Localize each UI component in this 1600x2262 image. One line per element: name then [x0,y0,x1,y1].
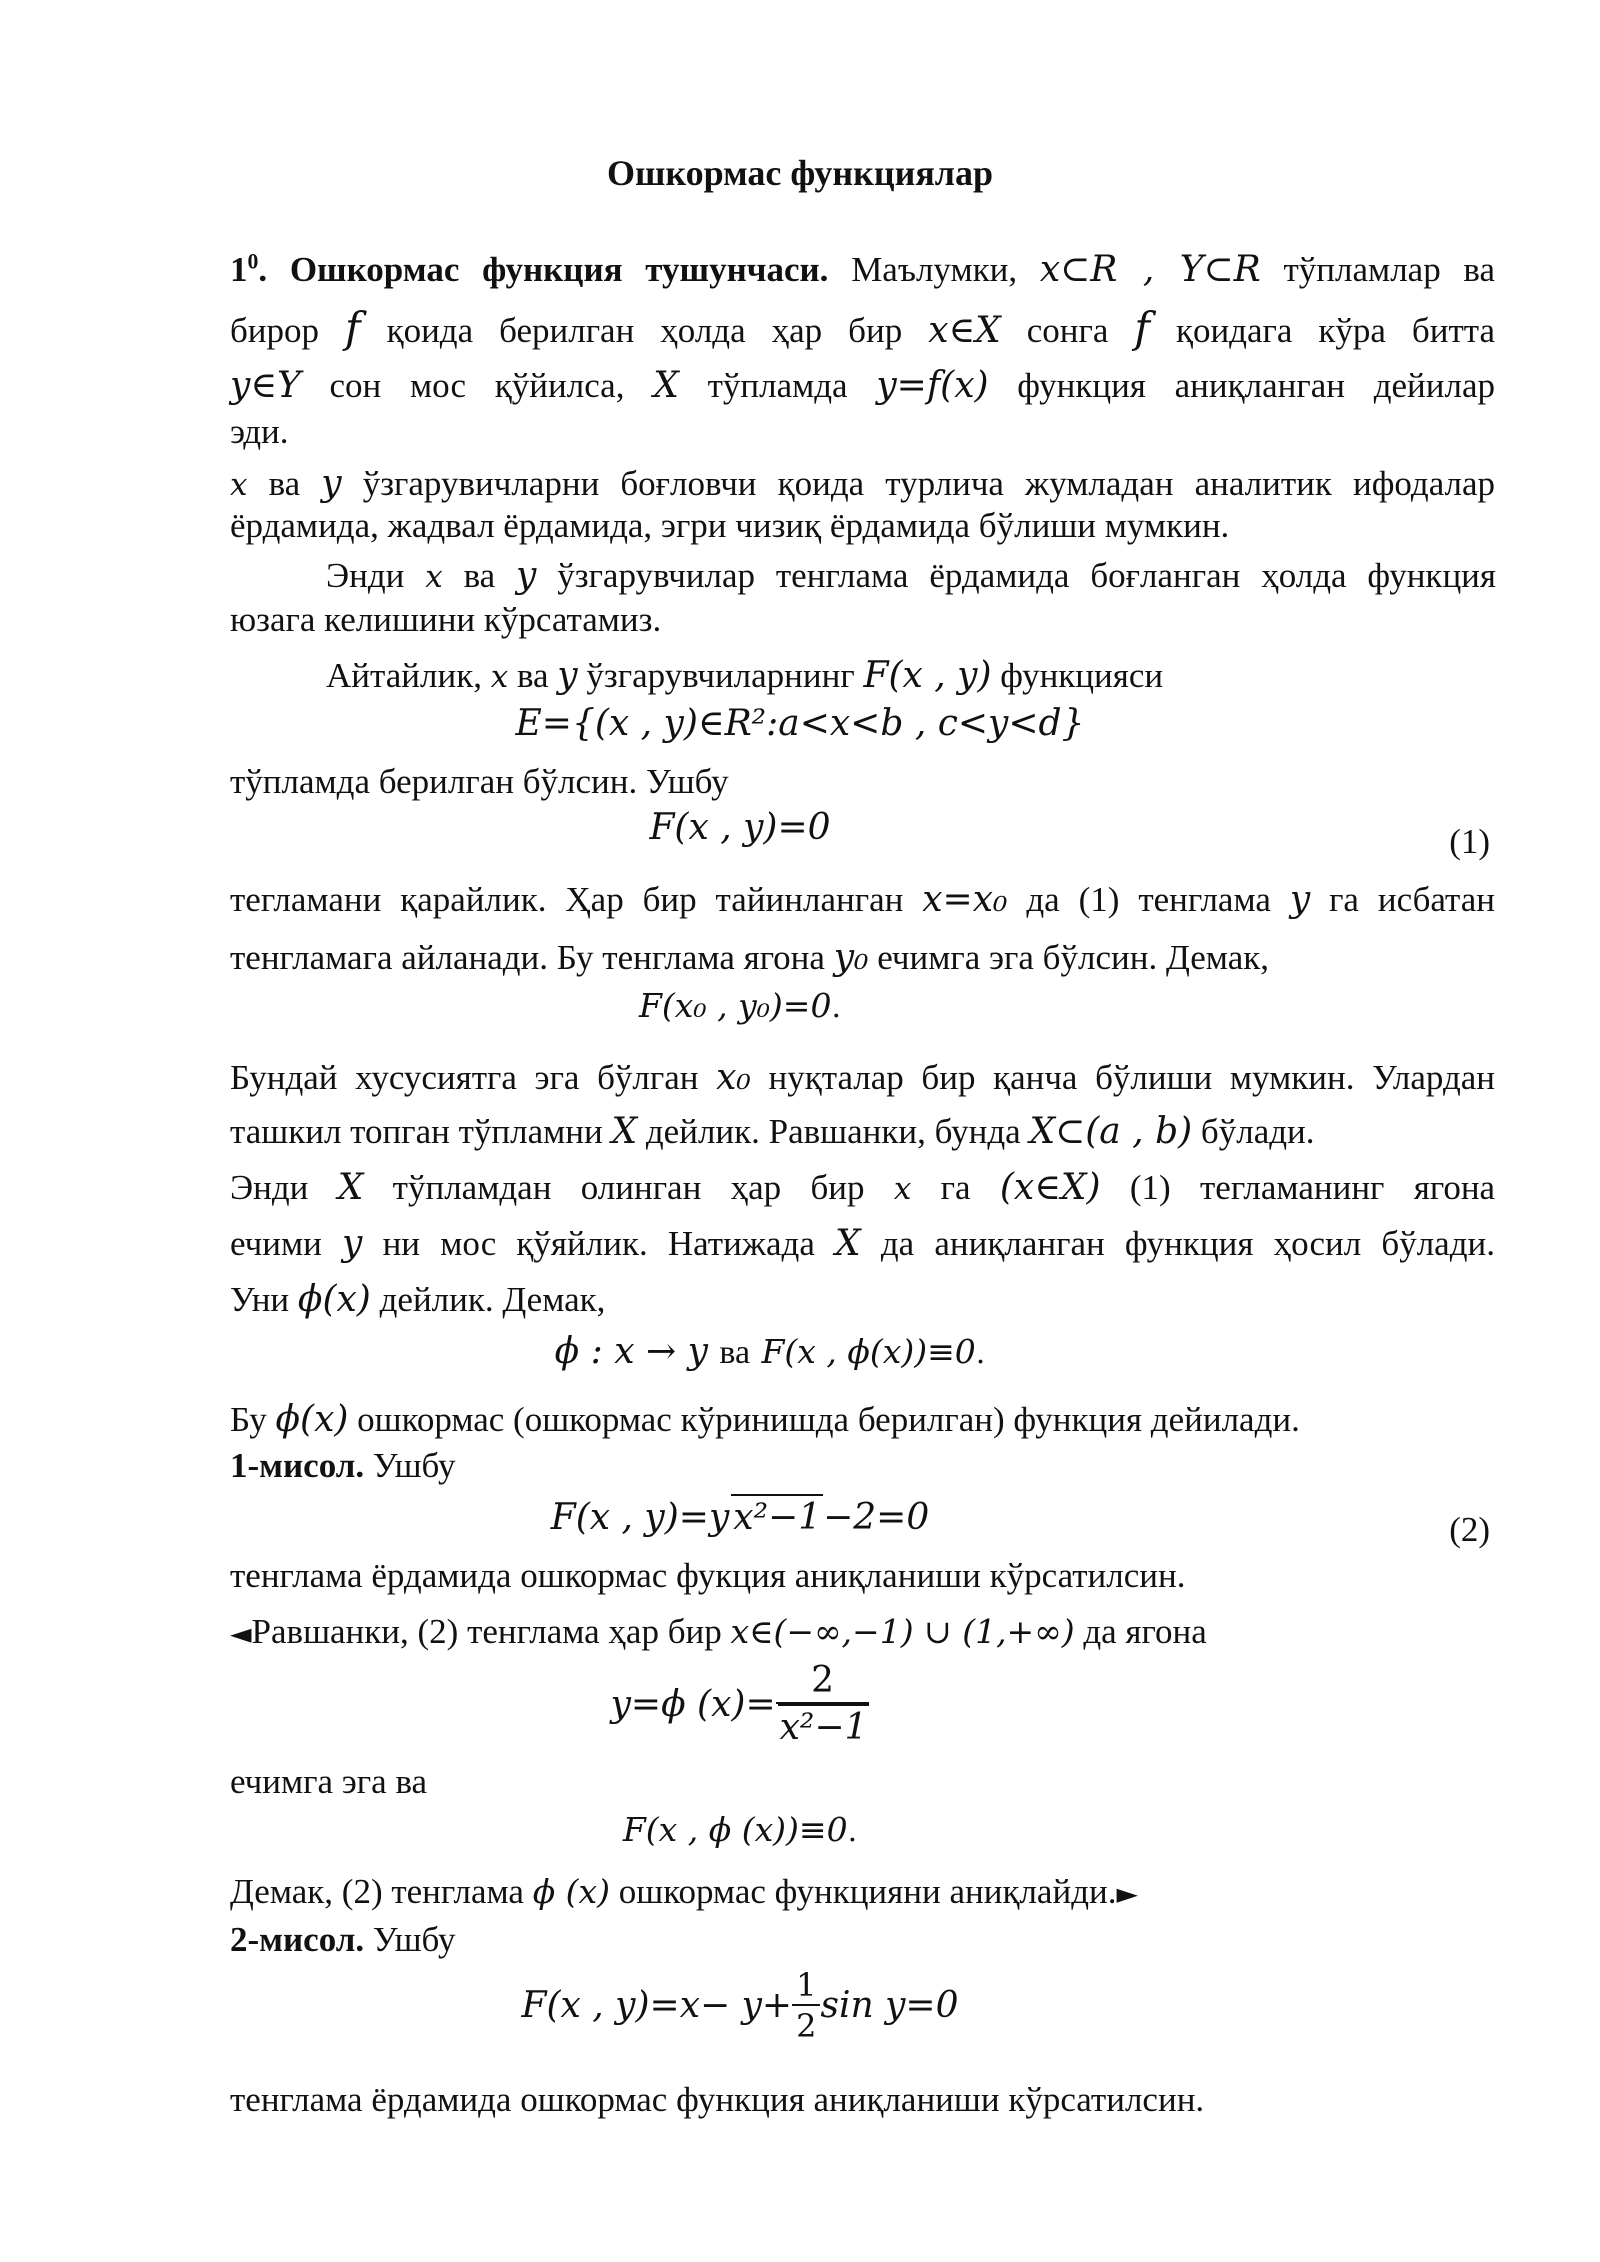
equation-2: F(x , y)=y x²−1−2=0 [0,1494,1540,1540]
paragraph-line: ечими y ни мос қўяйлик. Натижада X да аниқланган функция ҳосил бўлади. [230,1223,1496,1264]
equation-number-2: (2) [1449,1510,1490,1549]
section-title: . Ошкормас функция тушунчаси. [258,250,829,289]
paragraph-line: тўпламда берилган бўлсин. Ушбу [230,762,729,801]
equation-number-1: (1) [1449,822,1490,861]
paragraph-line: Демак, (2) тенглама ϕ (x) ошкормас функцияни аниқлайди.► [230,1872,1139,1911]
paragraph-line: ечимга эга ва [230,1762,428,1801]
equation-example-2: F(x , y)=x− y+ $\frac{1}{2}$ sin y=0 [521,1966,959,2045]
paragraph-line: Бу ϕ(x) ошкормас (ошкормас кўринишда берилган) функция дейилади. [230,1399,1300,1440]
paragraph-line: y∈Y сон мос қўйилса, X тўпламда y=f(x) функция аниқланган дейилар [230,365,1496,406]
inline-math: X [653,365,679,406]
example-2-heading: 2-мисол. Ушбу [230,1920,456,1959]
solution-equation: y=ϕ (x)= $\frac{2}{\text{x²−1}}$ [610,1660,868,1748]
paragraph-line: эди. [230,412,289,451]
inline-math: f [345,303,361,352]
equation-set-e: E={(x , y)∈R²:a<x<b , c<y<d} [515,703,1085,744]
identity-equation: F(x , ϕ (x))≡0. [622,1810,858,1849]
end-marker-icon: ► [1116,1877,1139,1910]
inline-math: x⊂R , Y⊂R [1039,249,1261,290]
paragraph-line: тенглама ёрдамида ошкормас фукция аниқланиши кўрсатилсин. [230,1556,1186,1595]
page-title: Ошкормас функциялар [606,153,994,193]
inline-math: y=f(x) [876,365,989,406]
paragraph-line: Энди x ва y ўзгарувчилар тенглама ёрдамида боғланган ҳолда функция [326,555,1497,596]
paragraph-line: Энди X тўпламдан олинган ҳар бир x га (x∈X) (1) тегламанинг ягона [230,1167,1496,1208]
fraction-half: $\frac{1}{2}$ [792,1966,820,2046]
paragraph-line: юзага келишини кўрсатамиз. [230,600,662,639]
paragraph-line: ◄Равшанки, (2) тенглама ҳар бир x∈(−∞,−1) ∪ (1,+∞) да ягона [230,1612,1207,1651]
section-paragraph-line-1: $1^0$. Ошкормас функция тушунчаси. Маълумки, x⊂R , Y⊂R тўпламлар ва [230,249,1496,290]
paragraph-line: тенгламага айланади. Бу тенглама ягона y₀ ечимга эга бўлсин. Демак, [230,937,1269,978]
paragraph-line: Бундай хусусиятга эга бўлган x₀ нуқталар бир қанча бўлиши мумкин. Улардан [230,1057,1496,1098]
sqrt-expression: x²−1 [731,1494,823,1540]
equation-1: F(x , y)=0 [649,807,831,848]
paragraph-line: ёрдамида, жадвал ёрдамида, эгри чизиқ ёрдамида бўлиши мумкин. [230,506,1230,545]
paragraph-line: бирор f қоида берилган ҳолда ҳар бир x∈X сонга f қоидага кўра битта [230,303,1496,352]
equation-f-x0-y0: F(x₀ , y₀)=0. [638,986,842,1025]
example-1-heading: 1-мисол. Ушбу [230,1446,456,1485]
paragraph-line: Уни ϕ(x) дейлик. Демак, [230,1279,606,1320]
paragraph-line: Айтайлик, x ва y ўзгарувчиларнинг F(x , y) функцияси [326,655,1164,696]
inline-math: y∈Y [230,365,301,406]
section-number: $1^0$ [230,249,259,289]
inline-math: f [1134,303,1150,352]
paragraph-line: ташкил топган тўпламни X дейлик. Равшанки, бунда X⊂(a , b) бўлади. [230,1111,1315,1152]
paragraph-line: тенглама ёрдамида ошкормас функция аниқланиши кўрсатилсин. [230,2080,1205,2119]
start-marker-icon: ◄ [230,1617,252,1650]
inline-math: x∈X [928,310,1001,351]
paragraph-line: тегламани қарайлик. Ҳар бир тайинланган x=x₀ да (1) тенглама y га исбатан [230,879,1495,920]
paragraph-line: x ва y ўзгарувичларни боғловчи қоида турлича жумладан аналитик ифодалар [230,463,1496,504]
equation-phi-definition: ϕ : x → y ва F(x , ϕ(x))≡0. [554,1331,986,1372]
fraction: $\frac{2}{\text{x²−1}}$ [776,1660,870,1750]
